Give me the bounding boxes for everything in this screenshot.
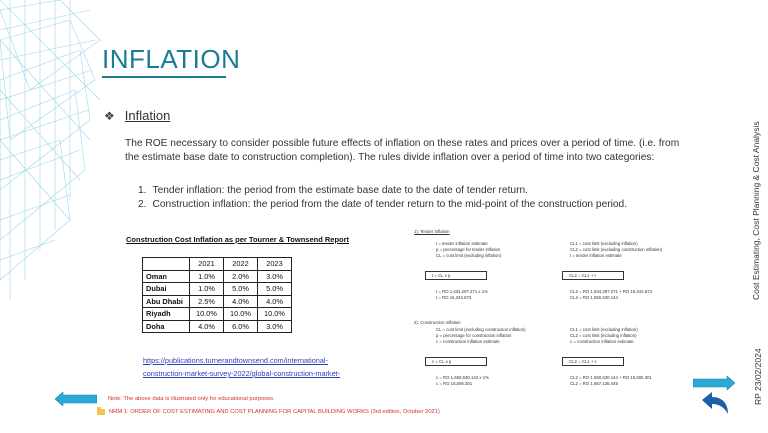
tender-inflation-heading: 1). Tender Inflation	[414, 229, 450, 234]
list-item: 1. Tender inflation: the period from the estimate base date to the date of tender return.	[138, 185, 528, 196]
subheading-row	[104, 108, 170, 123]
construction-right-calculation: CL2 = RO 1,650,630.144 + RO 16,506.301 CL2 = RO 1,667,136.445	[570, 375, 652, 386]
slide-title: INFLATION	[102, 44, 241, 74]
table-row: Riyadh 10.0% 10.0% 10.0%	[143, 308, 292, 321]
next-slide-button[interactable]	[693, 376, 735, 390]
construction-left-calculation: c = RO 1,650,630.144 x 1% c = RO 16,506.301	[436, 375, 489, 386]
return-arrow-icon[interactable]	[700, 390, 730, 416]
diamond-bullet-icon: ❖	[104, 108, 115, 123]
nrm-reference[interactable]: NRM 1: ORDER OF COST ESTIMATING AND COST PLANNING FOR CAPITAL BUILDING WORKS (3rd edition, October 2021)	[97, 409, 440, 415]
construction-left-definitions: CL = cost limit (excluding construction inflation) p = percentage for construction inflation c = construction inflation estimate	[436, 327, 526, 344]
table-row: Abu Dhabi 2.5% 4.0% 4.0%	[143, 295, 292, 308]
tender-right-definitions: CL1 = cost limit (excluding inflation) CL2 = cost limit (excluding construction inflation) t = tender inflation estimate	[570, 241, 663, 258]
construction-right-definitions: CL1 = cost limit (excluding inflation) CL2 = cost limit (including inflation) c = construction inflation estimate	[570, 327, 638, 344]
list-item: 2. Construction inflation: the period from the date of tender return to the mid-point of the construction period.	[138, 198, 628, 210]
construction-right-formula: CL2 = CL1 + c	[562, 357, 624, 366]
construction-left-formula: c = CL x p	[425, 357, 487, 366]
inflation-table	[142, 257, 292, 333]
inflation-table-title: Construction Cost Inflation as per Tourner & Townsend Report	[126, 235, 350, 244]
year-header: 2021	[190, 258, 224, 271]
year-header: 2022	[224, 258, 258, 271]
construction-inflation-heading: 2). Construction Inflation	[414, 320, 461, 325]
intro-paragraph: The ROE necessary to consider possible future effects of inflation on these rates and prices over a period of time. (i.e. from the estimate base date to construction completion). The rules divide inflation over a period of time into two categories:	[125, 138, 680, 163]
previous-slide-button[interactable]	[55, 392, 97, 406]
side-course-label: Cost Estimating, Cost Planning & Cost Analysis	[751, 121, 761, 300]
folder-icon	[97, 409, 105, 415]
tender-left-calculation: t = RO 1,634,287.271 x 1% t = RO 16,342.873	[436, 289, 488, 300]
table-row: Doha 4.0% 6.0% 3.0%	[143, 320, 292, 333]
tender-right-formula: CL2 = CL1 + t	[562, 271, 624, 280]
subheading: Inflation	[124, 108, 171, 123]
report-link[interactable]: https://publications.turnerandtownsend.com/international- construction-market-survey-2022/global-construction-market-	[143, 356, 341, 378]
inflation-categories-list	[138, 184, 698, 211]
year-header: 2023	[258, 258, 292, 271]
tender-left-formula: t = CL x p	[425, 271, 487, 280]
decorative-lattice-graphic	[0, 0, 110, 300]
tender-left-definitions: t = tender inflation estimate p = percentage for tender inflation CL = cost limit (excluding inflation)	[436, 241, 502, 258]
tender-right-calculation: CL2 = RO 1,634,287.271 + RO 16,342.873 CL2 = RO 1,650,630.144	[570, 289, 652, 300]
side-date-label: RP 23/02/2024	[753, 348, 763, 405]
title-underline	[102, 76, 226, 78]
educational-note: Note: The above data is illustrated only for educational purposes.	[108, 396, 275, 402]
table-header-row	[143, 258, 292, 271]
table-row: Dubai 1.0% 5.0% 5.0%	[143, 283, 292, 296]
table-row: Oman 1.0% 2.0% 3.0%	[143, 270, 292, 283]
